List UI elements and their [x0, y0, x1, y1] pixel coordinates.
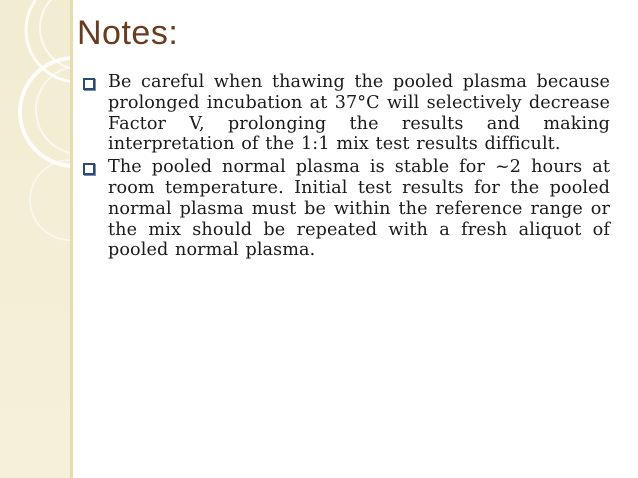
notes-list [80, 72, 610, 263]
decorative-sidebar [0, 0, 70, 478]
arc-decoration-icon [0, 0, 70, 478]
sidebar-edge-line [70, 0, 73, 478]
hollow-square-bullet-icon [83, 163, 95, 175]
hollow-square-bullet-icon [83, 78, 95, 90]
note-text: Be careful when thawing the pooled plasma because prolonged incubation at 37°C will selectively decrease Factor V, prolonging the results and making interpretation of the 1:1 mix test results difficult. [108, 72, 610, 155]
list-item [80, 157, 610, 261]
slide-title: Notes: [77, 14, 179, 52]
list-item [80, 72, 610, 155]
note-text: The pooled normal plasma is stable for ~2 hours at room temperature. Initial test results for the pooled normal plasma must be within the reference range or the mix should be repeated with a fresh aliquot of pooled normal plasma. [108, 157, 610, 261]
